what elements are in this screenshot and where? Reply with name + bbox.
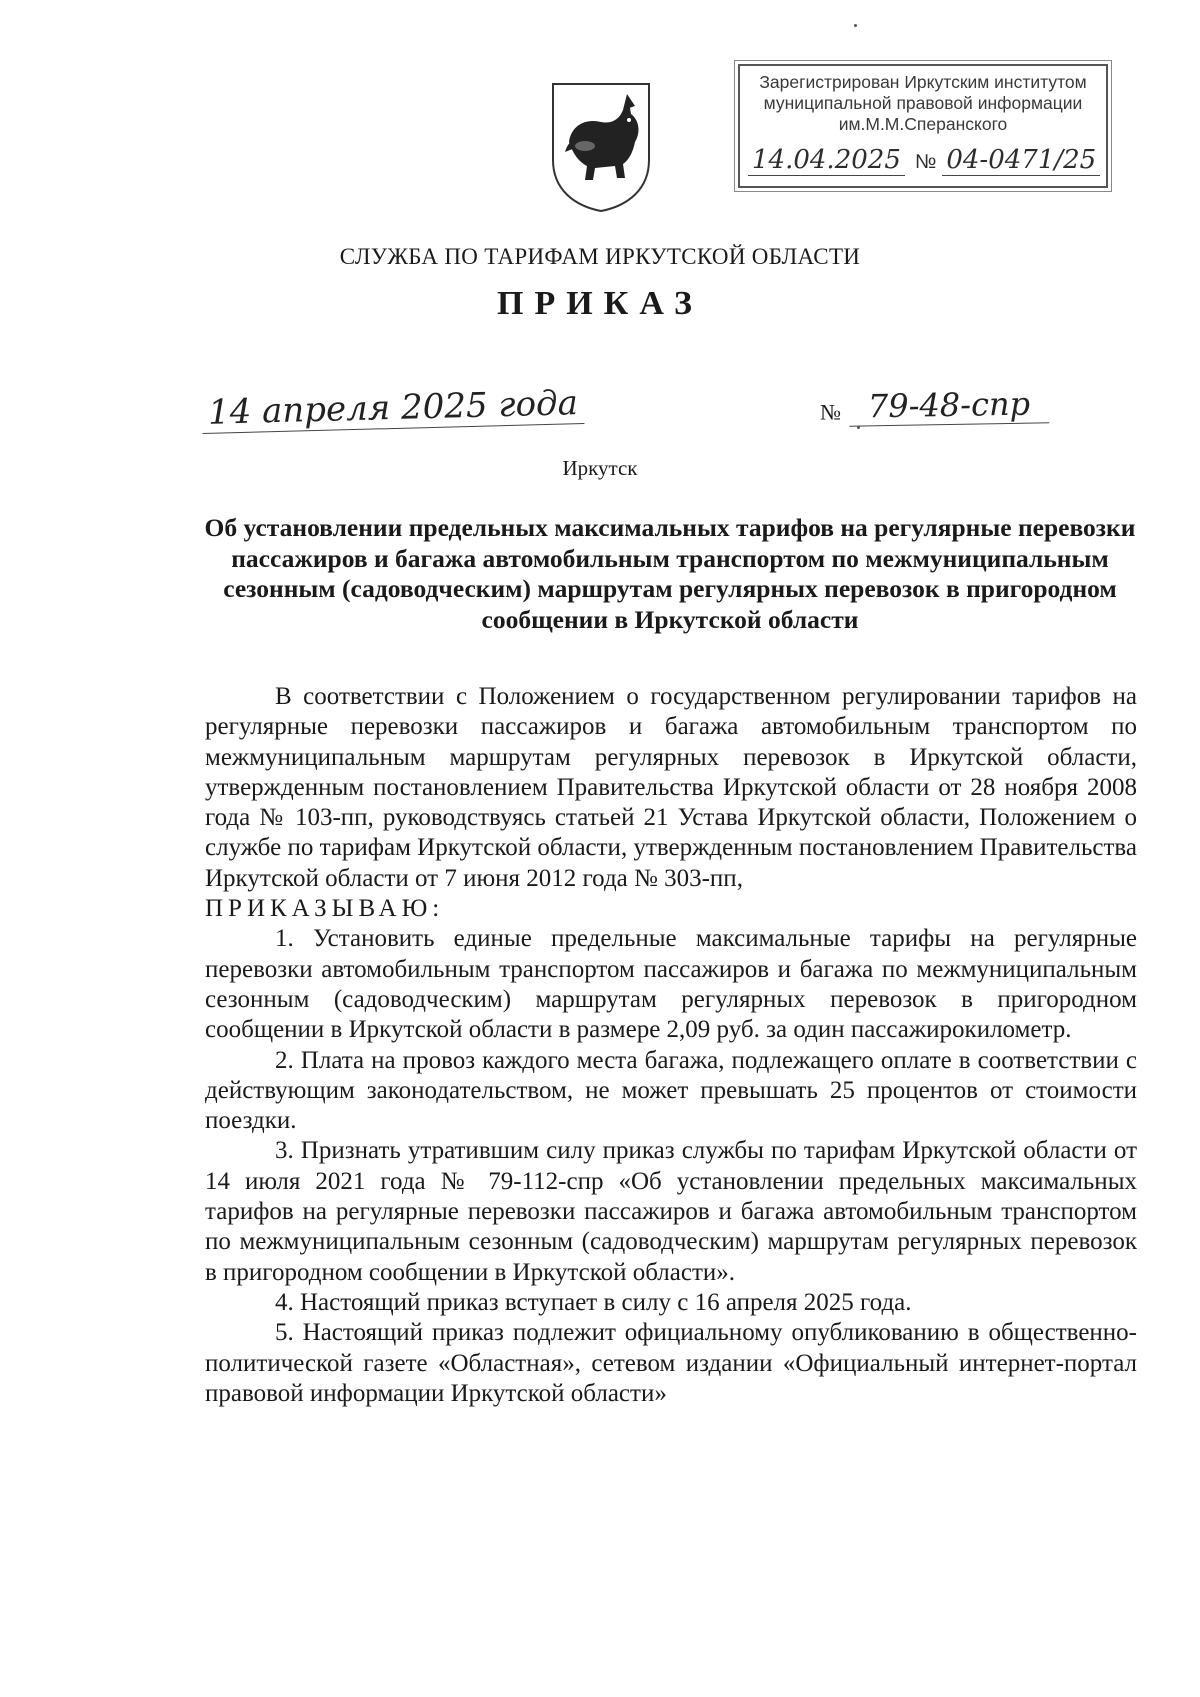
order-item-4: 4. Настоящий приказ вступает в силу с 16 апреля 2025 года. (275, 1288, 912, 1316)
scan-speck (857, 426, 860, 429)
number-sign: № (820, 399, 841, 425)
document-type-heading: ПРИКАЗ (497, 285, 703, 322)
document-body (205, 682, 1137, 1409)
order-item-3: 3. Признать утратившим силу приказ службы по тарифам Иркутской области от 14 июля 2021 года № 79-112-спр «Об установлении предельных максимальных тарифов на регулярные перевозки пассажиров и багажа автомобильным транспортом по межмуниципальным сезонным (садоводческим) маршрутам регулярных перевозок в пригородном сообщении в Иркутской области». (205, 1137, 1137, 1286)
scan-speck (854, 24, 857, 27)
registration-stamp (738, 64, 1108, 188)
handwritten-order-number: 79-48-спр (849, 384, 1050, 426)
organization-name: СЛУЖБА ПО ТАРИФАМ ИРКУТСКОЙ ОБЛАСТИ (339, 244, 861, 269)
stamp-registration-number: 04-0471/25 (942, 145, 1100, 176)
stamp-text-line: муниципальной правовой информации (763, 93, 1083, 113)
stamp-number-sign: № (914, 151, 937, 173)
stamp-text-line: Зарегистрирован Иркутским институтом (759, 72, 1087, 92)
handwritten-date: 14 апреля 2025 года (202, 383, 585, 434)
stamp-registration-date: 14.04.2025 (748, 145, 905, 176)
stamp-text-line: им.М.М.Сперанского (838, 114, 1008, 134)
document-title: Об установлении предельных максимальных тарифов на регулярные перевозки пассажиров и багажа автомобильным транспортом по межмуниципальным сезонным (садоводческим) маршрутам регулярных перевозок в пригородном сообщении в Иркутской области (204, 513, 1136, 634)
city-name: Иркутск (562, 456, 638, 480)
order-item-5: 5. Настоящий приказ подлежит официальному опубликованию в общественно-политической газете «Областная», сетевом издании «Официальный интернет-портал правовой информации Иркутской области» (205, 1319, 1137, 1407)
preamble-paragraph: В соответствии с Положением о государственном регулировании тарифов на регулярные перевозки пассажиров и багажа автомобильным транспортом по межмуниципальным маршрутам регулярных перевозок в Иркутской области, утвержденным постановлением Правительства Иркутской области от 28 ноября 2008 года № 103-пп, руководствуясь статьей 21 Устава Иркутской области, Положением о службе по тарифам Иркутской области, утвержденным постановлением Правительства Иркутской области от 7 июня 2012 года № 303-пп, (205, 683, 1137, 892)
irkutsk-coat-of-arms-icon (549, 80, 653, 214)
order-number (820, 386, 1049, 425)
order-word: ПРИКАЗЫВАЮ: (205, 895, 445, 923)
order-item-2: 2. Плата на провоз каждого места багажа, подлежащего оплате в соответствии с действующим законодательством, не может превышать 25 процентов от стоимости поездки. (205, 1046, 1137, 1135)
stamp-registration-details (748, 145, 1098, 176)
order-item-1: 1. Установить единые предельные максимальные тарифы на регулярные перевозки автомобильным транспортом пассажиров и багажа по межмуниципальным сезонным (садоводческим) маршрутам регулярных перевозок в пригородном сообщении в Иркутской области в размере 2,09 руб. за один пассажирокилометр. (205, 925, 1137, 1044)
